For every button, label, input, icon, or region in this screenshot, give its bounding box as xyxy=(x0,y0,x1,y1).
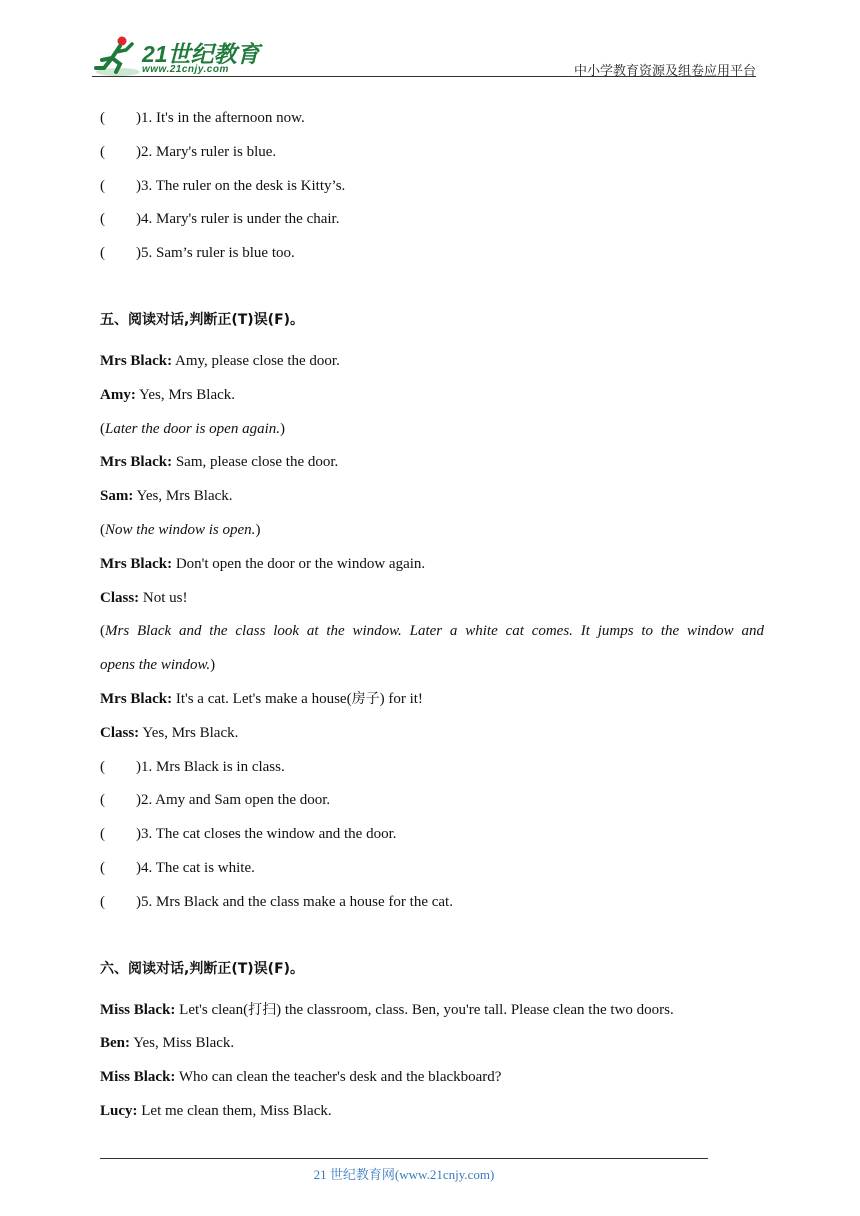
stage-note: (Later the door is open again.) xyxy=(100,420,285,437)
question-item xyxy=(100,751,764,785)
question-text: )2. Mary's ruler is blue. xyxy=(136,143,277,160)
section5-heading: 五、阅读对话,判断正(T)误(F)。 xyxy=(100,311,305,328)
dialogue-line xyxy=(100,480,764,514)
question-item xyxy=(100,102,764,136)
speaker-name: Miss Black: xyxy=(100,1069,176,1086)
header-platform-text: 中小学教育资源及组卷应用平台 xyxy=(573,64,756,79)
question-text: )3. The ruler on the desk is Kitty’s. xyxy=(136,177,346,194)
dialogue-line xyxy=(100,1095,764,1129)
stage-note-text: Later the door is open again. xyxy=(105,420,280,437)
speaker-name: Class: xyxy=(100,589,140,606)
section6-heading: 六、阅读对话,判断正(T)误(F)。 xyxy=(100,960,305,977)
section5-questions xyxy=(100,751,764,920)
speaker-name: Amy: xyxy=(100,386,136,403)
answer-paren[interactable]: ( xyxy=(100,758,105,775)
running-figure-icon xyxy=(92,34,140,78)
question-item xyxy=(100,852,764,886)
page-header xyxy=(92,30,756,80)
speaker-name: Lucy: xyxy=(100,1102,138,1119)
dialogue-line xyxy=(100,683,764,717)
dialogue-line xyxy=(100,717,764,751)
question-text: )4. Mary's ruler is under the chair. xyxy=(136,211,340,228)
dialogue-text: Not us! xyxy=(139,589,188,606)
dialogue-text: Don't open the door or the window again. xyxy=(172,555,426,572)
dialogue-text: Yes, Mrs Black. xyxy=(139,724,239,741)
question-item xyxy=(100,203,764,237)
dialogue-text: Let's clean( xyxy=(175,1001,249,1018)
stage-note-text: Now the window is open. xyxy=(105,521,256,538)
dialogue-text: Amy, please close the door. xyxy=(172,352,340,369)
dialogue-line xyxy=(100,345,764,379)
dialogue-text: Yes, Mrs Black. xyxy=(135,386,236,403)
logo-title: 21世纪教育 xyxy=(142,41,260,67)
chinese-gloss: 打扫 xyxy=(248,1001,277,1018)
stage-note: (Now the window is open.) xyxy=(100,521,261,538)
question-text: )1. Mrs Black is in class. xyxy=(136,758,285,775)
speaker-name: Ben: xyxy=(100,1035,130,1052)
answer-paren[interactable]: ( xyxy=(100,859,105,876)
dialogue-line xyxy=(100,1027,764,1061)
footer-link[interactable]: 21 世纪教育网(www.21cnjy.com) xyxy=(313,1167,495,1182)
speaker-name: Sam: xyxy=(100,488,134,505)
question-text: )2. Amy and Sam open the door. xyxy=(136,792,331,809)
dialogue-text: Yes, Miss Black. xyxy=(130,1035,235,1052)
question-text: )5. Mrs Black and the class make a house for the cat. xyxy=(136,893,453,910)
dialogue-line xyxy=(100,548,764,582)
speaker-name: Mrs Black: xyxy=(100,454,173,471)
stage-note: (Mrs Black and the class look at the window. Later a white cat comes. It jumps to the window and xyxy=(100,623,764,640)
dialogue-text: It's a cat. Let's make a house( xyxy=(172,690,352,707)
chinese-gloss: 房子 xyxy=(351,690,380,707)
section6-dialogue xyxy=(100,994,764,1129)
footer-divider xyxy=(100,1158,708,1159)
document-body xyxy=(100,102,764,1129)
speaker-name: Class: xyxy=(100,724,140,741)
question-text: )5. Sam’s ruler is blue too. xyxy=(136,245,295,262)
dialogue-text: Yes, Mrs Black. xyxy=(133,488,233,505)
speaker-name: Mrs Black: xyxy=(100,352,173,369)
answer-paren[interactable]: ( xyxy=(100,177,105,194)
speaker-name: Miss Black: xyxy=(100,1001,176,1018)
question-item xyxy=(100,886,764,920)
dialogue-line xyxy=(100,582,764,616)
answer-paren[interactable]: ( xyxy=(100,110,105,126)
answer-paren[interactable]: ( xyxy=(100,245,105,262)
answer-paren[interactable]: ( xyxy=(100,211,105,228)
answer-paren[interactable]: ( xyxy=(100,792,105,809)
answer-paren[interactable]: ( xyxy=(100,143,105,160)
dialogue-text: ) for it! xyxy=(379,690,423,707)
stage-note-text: Mrs Black and the class look at the window. Later a white cat comes. It jumps to the window and xyxy=(105,623,764,640)
stage-note-cont: opens the window.) xyxy=(100,657,216,674)
dialogue-text: Sam, please close the door. xyxy=(172,454,339,471)
dialogue-text: ) the classroom, class. Ben, you're tall. Please clean the two doors. xyxy=(276,1001,674,1018)
answer-paren[interactable]: ( xyxy=(100,826,105,843)
section4-questions xyxy=(100,102,764,271)
logo xyxy=(92,34,262,78)
speaker-name: Mrs Black: xyxy=(100,690,173,707)
question-text: )1. It's in the afternoon now. xyxy=(136,110,305,126)
question-item xyxy=(100,170,764,204)
dialogue-line xyxy=(100,1061,764,1095)
dialogue-text: Let me clean them, Miss Black. xyxy=(137,1102,332,1119)
speaker-name: Mrs Black: xyxy=(100,555,173,572)
dialogue-line xyxy=(100,379,764,413)
dialogue-line xyxy=(100,446,764,480)
dialogue-line xyxy=(100,994,764,1028)
question-item xyxy=(100,818,764,852)
question-item xyxy=(100,237,764,271)
header-divider xyxy=(92,76,756,77)
question-text: )4. The cat is white. xyxy=(136,859,255,876)
section5-dialogue xyxy=(100,345,764,751)
logo-url: www.21cnjy.com xyxy=(142,64,229,75)
answer-paren[interactable]: ( xyxy=(100,893,105,910)
dialogue-text: Who can clean the teacher's desk and the blackboard? xyxy=(175,1069,502,1086)
question-item xyxy=(100,784,764,818)
stage-note-text: opens the window. xyxy=(100,657,211,674)
question-text: )3. The cat closes the window and the door. xyxy=(136,826,397,843)
question-item xyxy=(100,136,764,170)
